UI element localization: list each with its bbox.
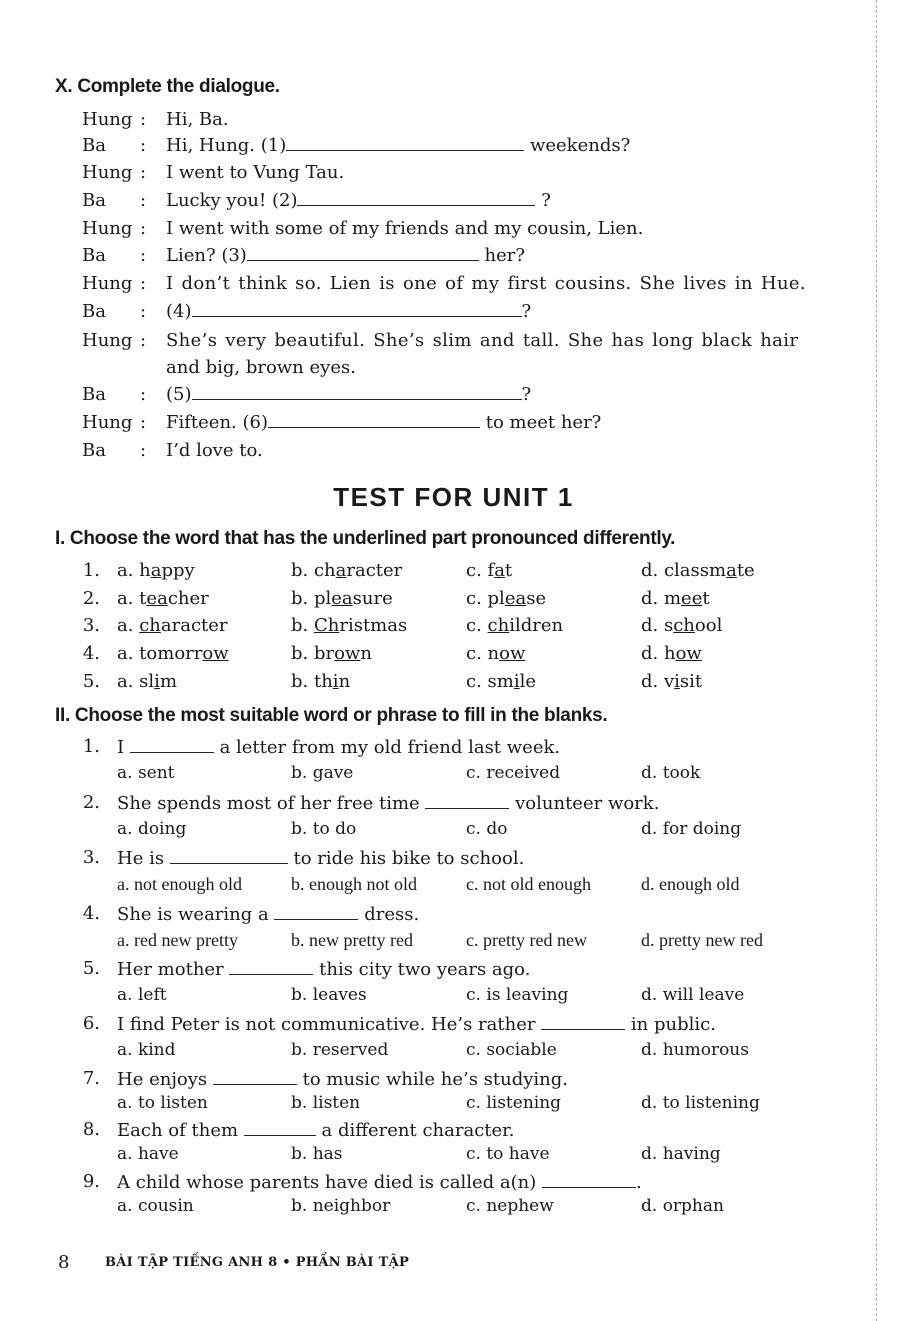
speaker: Hung — [82, 218, 133, 239]
answer-option[interactable]: a. red new pretty — [117, 930, 238, 950]
speaker: Ba — [82, 135, 106, 156]
answer-option[interactable]: b. neighbor — [291, 1196, 391, 1216]
question-number: 6. — [82, 1013, 100, 1034]
dialogue-text-end: ? — [521, 301, 532, 322]
answer-blank[interactable] — [425, 792, 509, 809]
underlined-part: a — [335, 560, 347, 581]
question-number: 2. — [82, 792, 100, 813]
answer-option[interactable]: c. now — [466, 643, 526, 664]
answer-option[interactable]: c. please — [466, 588, 547, 609]
answer-option[interactable]: b. to do — [291, 819, 357, 839]
question-stem: She is wearing a dress. — [117, 904, 420, 925]
dialogue-line — [82, 188, 551, 214]
answer-option[interactable]: c. smile — [466, 671, 537, 692]
answer-option[interactable]: b. leaves — [291, 985, 367, 1005]
question-stem: She spends most of her free time volunteer work. — [117, 793, 660, 814]
answer-blank[interactable] — [297, 189, 535, 206]
colon: : — [140, 440, 147, 461]
underlined-part: i — [332, 671, 339, 692]
test-title: TEST FOR UNIT 1 — [333, 482, 574, 512]
colon: : — [140, 330, 147, 351]
section-x-heading: X. Complete the dialogue. — [55, 76, 280, 97]
answer-option[interactable]: b. pleasure — [291, 588, 393, 609]
answer-blank[interactable] — [274, 903, 358, 920]
answer-option[interactable]: d. to listening — [641, 1093, 760, 1113]
question-number: 5. — [82, 671, 100, 692]
answer-option[interactable]: c. received — [466, 763, 561, 783]
answer-option[interactable]: d. for doing — [641, 819, 742, 839]
answer-option[interactable]: d. pretty new red — [641, 930, 763, 950]
question-stem: Each of them a different character. — [117, 1120, 515, 1141]
answer-option[interactable]: d. how — [641, 643, 702, 664]
speaker: Ba — [82, 440, 106, 461]
answer-option[interactable]: d. enough old — [641, 874, 740, 894]
answer-option[interactable]: b. brown — [291, 643, 372, 664]
answer-option[interactable]: a. left — [117, 985, 167, 1005]
answer-option[interactable]: d. took — [641, 763, 701, 783]
underlined-part: ow — [499, 643, 526, 664]
answer-option[interactable]: c. sociable — [466, 1040, 557, 1060]
underlined-part: i — [513, 671, 520, 692]
answer-option[interactable]: d. having — [641, 1144, 721, 1164]
answer-option[interactable]: a. to listen — [117, 1093, 208, 1113]
dialogue-text: Hi, Ba. — [166, 109, 229, 130]
question-number: 4. — [82, 903, 100, 924]
underlined-part: a — [726, 560, 737, 581]
page-edge — [876, 0, 907, 1321]
question-number: 3. — [82, 847, 100, 868]
question-number: 8. — [82, 1119, 100, 1140]
question-number: 3. — [82, 615, 100, 636]
speaker: Hung — [82, 109, 133, 130]
underlined-part: ea — [331, 588, 353, 609]
answer-option[interactable]: c. listening — [466, 1093, 562, 1113]
answer-blank[interactable] — [192, 383, 522, 400]
answer-option[interactable]: b. listen — [291, 1093, 361, 1113]
dialogue-line — [82, 382, 531, 408]
dialogue-text: I’d love to. — [166, 440, 263, 461]
speaker: Ba — [82, 384, 106, 405]
colon: : — [140, 190, 147, 211]
answer-option[interactable]: a. doing — [117, 819, 187, 839]
speaker: Hung — [82, 330, 133, 351]
answer-option[interactable]: a. kind — [117, 1040, 176, 1060]
underlined-part: a — [150, 560, 162, 581]
question-stem: He is to ride his bike to school. — [117, 848, 525, 869]
answer-option[interactable]: b. character — [291, 560, 403, 581]
answer-option[interactable]: a. tomorrow — [117, 643, 229, 664]
answer-option[interactable]: b. reserved — [291, 1040, 389, 1060]
answer-blank[interactable] — [192, 300, 522, 317]
speaker: Hung — [82, 273, 133, 294]
question-number: 5. — [82, 958, 100, 979]
answer-option[interactable]: c. nephew — [466, 1196, 554, 1216]
answer-option[interactable]: b. enough not old — [291, 874, 417, 894]
question-number: 9. — [82, 1171, 100, 1192]
answer-option[interactable]: d. school — [641, 615, 723, 636]
answer-option[interactable]: a. not enough old — [117, 874, 242, 894]
dialogue-text: and big, brown eyes. — [166, 357, 356, 378]
speaker: Hung — [82, 162, 133, 183]
answer-option[interactable]: a. slim — [117, 671, 178, 692]
colon: : — [140, 245, 147, 266]
dialogue-text: (4) — [166, 301, 192, 322]
speaker: Hung — [82, 412, 133, 433]
answer-option[interactable]: d. will leave — [641, 985, 745, 1005]
underlined-part: ee — [681, 588, 703, 609]
answer-blank[interactable] — [229, 958, 313, 975]
colon: : — [140, 135, 147, 156]
dialogue-text: Hi, Hung. (1) — [166, 135, 287, 156]
underlined-part: i — [674, 671, 680, 692]
answer-blank[interactable] — [542, 1171, 636, 1188]
question-stem: Her mother this city two years ago. — [117, 959, 531, 980]
answer-option[interactable]: b. Christmas — [291, 615, 408, 636]
dialogue-text: Fifteen. (6) — [166, 412, 268, 433]
page-number: 8 — [58, 1252, 70, 1273]
answer-blank[interactable] — [286, 134, 524, 151]
dialogue-text: She’s very beautiful. She’s slim and tall. She has long black hair — [166, 330, 799, 351]
answer-option[interactable]: d. humorous — [641, 1040, 749, 1060]
underlined-part: ow — [202, 643, 229, 664]
dialogue-line — [82, 160, 344, 186]
dialogue-text: Lucky you! (2) — [166, 190, 298, 211]
dialogue-text: I don’t think so. Lien is one of my first cousins. She lives in Hue. — [166, 273, 806, 294]
answer-blank[interactable] — [268, 411, 480, 428]
answer-blank[interactable] — [244, 1119, 316, 1136]
colon: : — [140, 412, 147, 433]
question-stem: I a letter from my old friend last week. — [117, 737, 561, 758]
dialogue-text-end: her? — [478, 245, 526, 266]
question-stem: A child whose parents have died is called a(n) . — [117, 1172, 642, 1193]
answer-blank[interactable] — [170, 847, 288, 864]
answer-blank[interactable] — [213, 1068, 297, 1085]
dialogue-line — [82, 438, 263, 464]
dialogue-text: Lien? (3) — [166, 245, 247, 266]
answer-option[interactable]: d. orphan — [641, 1196, 724, 1216]
answer-option[interactable]: d. classmate — [641, 560, 755, 581]
colon: : — [140, 273, 147, 294]
dialogue-line — [82, 133, 630, 159]
dialogue-line — [82, 243, 525, 269]
answer-option[interactable]: c. not old enough — [466, 874, 591, 894]
answer-option[interactable]: a. happy — [117, 560, 195, 581]
colon: : — [140, 218, 147, 239]
question-number: 1. — [82, 736, 100, 757]
dialogue-text: (5) — [166, 384, 192, 405]
dialogue-line — [82, 271, 806, 297]
dialogue-line — [82, 355, 356, 381]
answer-option[interactable]: c. is leaving — [466, 985, 569, 1005]
colon: : — [140, 301, 147, 322]
question-stem: I find Peter is not communicative. He’s rather in public. — [117, 1014, 716, 1035]
answer-option[interactable]: d. visit — [641, 671, 703, 692]
answer-blank[interactable] — [247, 244, 479, 261]
dialogue-line — [82, 410, 601, 436]
answer-option[interactable]: b. new pretty red — [291, 930, 413, 950]
answer-option[interactable]: c. children — [466, 615, 564, 636]
question-number: 4. — [82, 643, 100, 664]
answer-option[interactable]: b. has — [291, 1144, 343, 1164]
answer-option[interactable]: a. sent — [117, 763, 175, 783]
underlined-part: ow — [675, 643, 702, 664]
answer-option[interactable]: c. pretty red new — [466, 930, 587, 950]
underlined-part: ch — [487, 615, 510, 636]
answer-option[interactable]: a. character — [117, 615, 228, 636]
dialogue-line — [82, 328, 798, 354]
answer-option[interactable]: a. have — [117, 1144, 179, 1164]
answer-option[interactable]: c. fat — [466, 560, 513, 581]
footer-text: BÀI TẬP TIẾNG ANH 8 • PHẦN BÀI TẬP — [105, 1255, 410, 1270]
answer-blank[interactable] — [130, 736, 214, 753]
speaker: Ba — [82, 245, 106, 266]
underlined-part: ea — [504, 588, 527, 609]
dialogue-text-end: ? — [535, 190, 551, 211]
dialogue-text-end: to meet her? — [479, 412, 602, 433]
dialogue-text-end: weekends? — [524, 135, 631, 156]
section-i-heading: I. Choose the word that has the underlined part pronounced differently. — [55, 528, 676, 549]
dialogue-text: I went to Vung Tau. — [166, 162, 345, 183]
underlined-part: i — [154, 671, 160, 692]
underlined-part: ow — [334, 643, 361, 664]
answer-option[interactable]: c. do — [466, 819, 508, 839]
speaker: Ba — [82, 301, 106, 322]
answer-option[interactable]: b. gave — [291, 763, 354, 783]
dialogue-text-end: ? — [521, 384, 532, 405]
answer-option[interactable]: a. teacher — [117, 588, 209, 609]
colon: : — [140, 109, 147, 130]
dialogue-text: I went with some of my friends and my cousin, Lien. — [166, 218, 644, 239]
underlined-part: a — [494, 560, 505, 581]
dialogue-line — [82, 216, 643, 242]
question-stem: He enjoys to music while he’s studying. — [117, 1069, 569, 1090]
question-number: 1. — [82, 560, 100, 581]
answer-option[interactable]: a. cousin — [117, 1196, 194, 1216]
underlined-part: Ch — [313, 615, 340, 636]
answer-option[interactable]: b. thin — [291, 671, 351, 692]
underlined-part: ea — [146, 588, 168, 609]
speaker: Ba — [82, 190, 106, 211]
underlined-part: ch — [139, 615, 161, 636]
question-number: 2. — [82, 588, 100, 609]
answer-option[interactable]: d. meet — [641, 588, 710, 609]
section-ii-heading: II. Choose the most suitable word or phrase to fill in the blanks. — [55, 705, 608, 726]
question-number: 7. — [82, 1068, 100, 1089]
dialogue-line — [82, 107, 229, 133]
colon: : — [140, 162, 147, 183]
colon: : — [140, 384, 147, 405]
underlined-part: ch — [673, 615, 695, 636]
answer-blank[interactable] — [541, 1013, 625, 1030]
answer-option[interactable]: c. to have — [466, 1144, 550, 1164]
dialogue-line — [82, 299, 531, 325]
